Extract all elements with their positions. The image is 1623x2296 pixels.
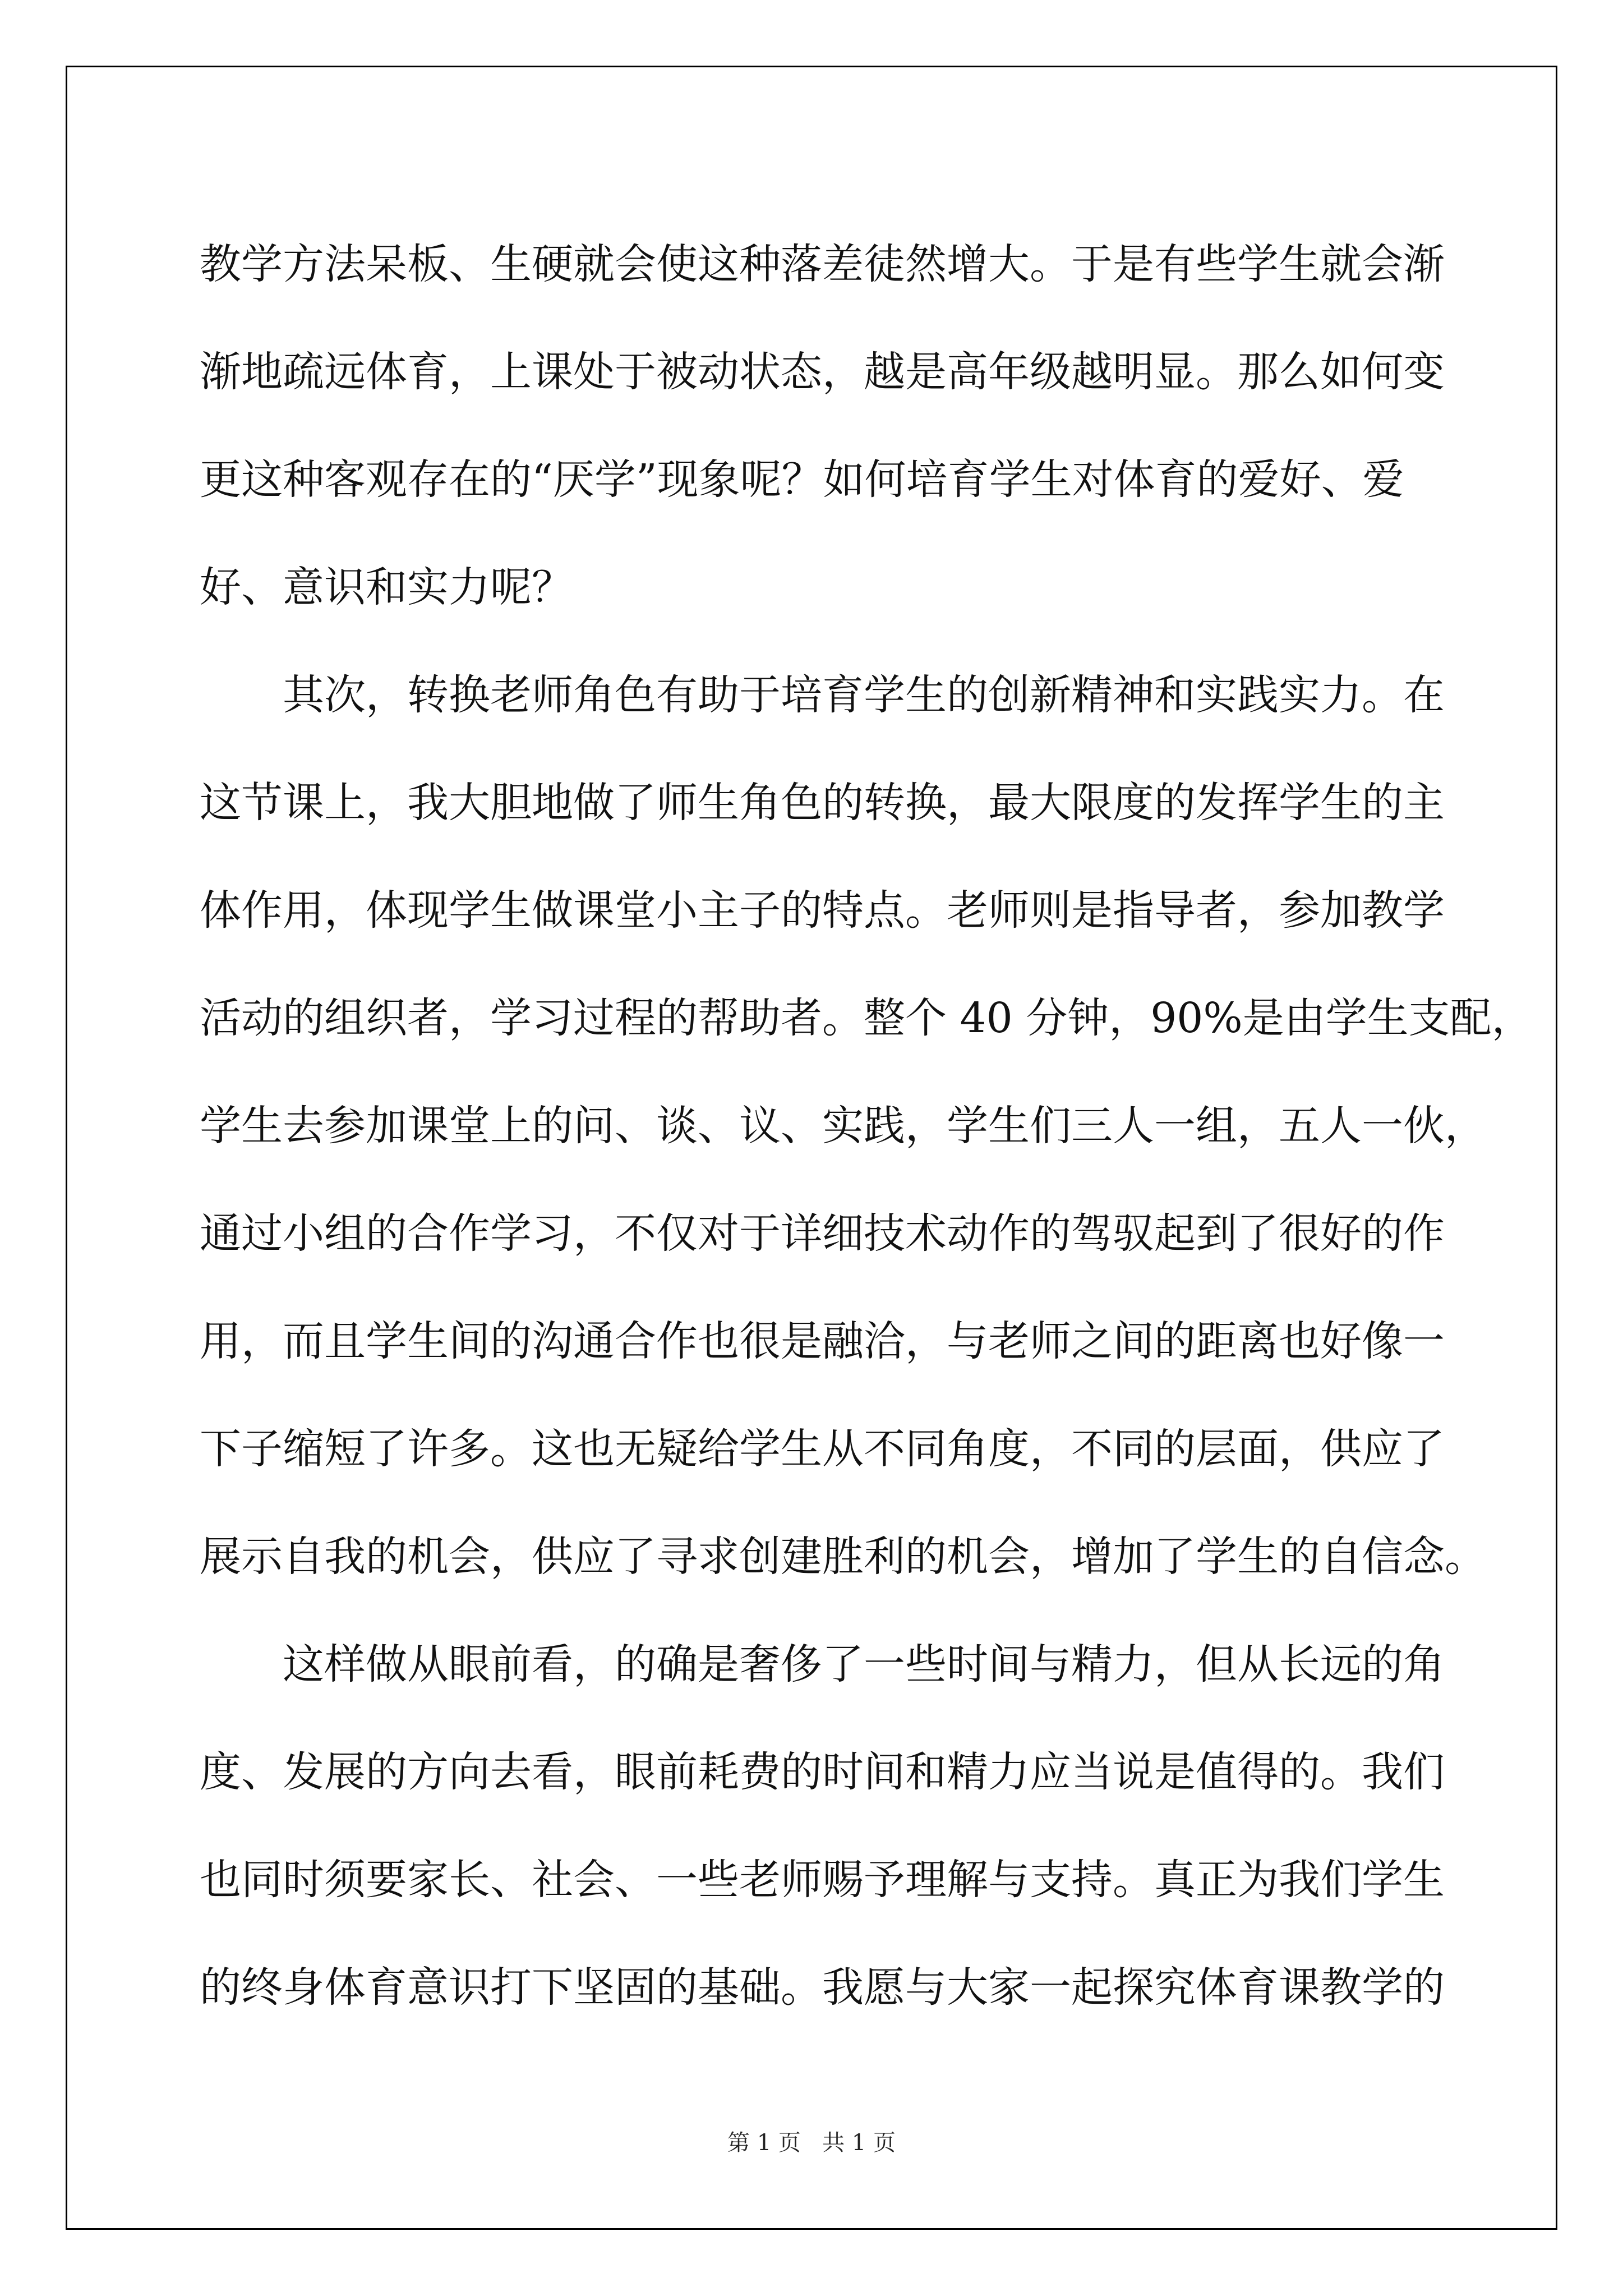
page-total: 共 1 页 xyxy=(822,2130,896,2156)
text-line: 的终身体育意识打下坚固的基础。我愿与大家一起探究体育课教学的 xyxy=(200,1963,1445,2012)
paragraph-2 xyxy=(200,641,1533,1611)
page-footer xyxy=(0,2125,1623,2157)
text-line: 学生去参加课堂上的问、谈、议、实践，学生们三人一组，五人一伙， xyxy=(200,1102,1486,1150)
text-line: 渐地疏远体育，上课处于被动状态，越是高年级越明显。那么如何变 xyxy=(200,348,1445,396)
text-line: 展示自我的机会，供应了寻求创建胜利的机会，增加了学生的自信念。 xyxy=(200,1533,1486,1581)
text-line: 下子缩短了许多。这也无疑给学生从不同角度，不同的层面，供应了 xyxy=(200,1425,1445,1473)
text-line: 也同时须要家长、社会、一些老师赐予理解与支持。真正为我们学生 xyxy=(200,1856,1445,1904)
text-line: 用，而且学生间的沟通合作也很是融洽，与老师之间的距离也好像一 xyxy=(200,1317,1445,1365)
text-line: 更这种客观存在的“厌学”现象呢？如何培育学生对体育的爱好、爱 xyxy=(200,455,1404,504)
page-number: 第 1 页 xyxy=(727,2130,801,2156)
paragraph-1 xyxy=(200,210,1445,641)
text-line: 活动的组织者，学习过程的帮助者。整个 40 分钟，90%是由学生支配， xyxy=(200,994,1533,1042)
text-line: 教学方法呆板、生硬就会使这种落差徒然增大。于是有些学生就会渐 xyxy=(200,240,1445,288)
text-line: 这样做从眼前看，的确是奢侈了一些时间与精力，但从长远的角 xyxy=(283,1640,1445,1688)
text-line: 体作用，体现学生做课堂小主子的特点。老师则是指导者，参加教学 xyxy=(200,886,1445,935)
document-body xyxy=(200,210,1533,2041)
text-line: 其次，转换老师角色有助于培育学生的创新精神和实践实力。在 xyxy=(283,671,1445,719)
text-line: 这节课上，我大胆地做了师生角色的转换，最大限度的发挥学生的主 xyxy=(200,779,1445,827)
text-line: 好、意识和实力呢？ xyxy=(200,563,573,611)
text-line: 度、发展的方向去看，眼前耗费的时间和精力应当说是值得的。我们 xyxy=(200,1748,1445,1796)
paragraph-3 xyxy=(200,1611,1445,2041)
text-line: 通过小组的合作学习，不仅对于详细技术动作的驾驭起到了很好的作 xyxy=(200,1209,1445,1258)
